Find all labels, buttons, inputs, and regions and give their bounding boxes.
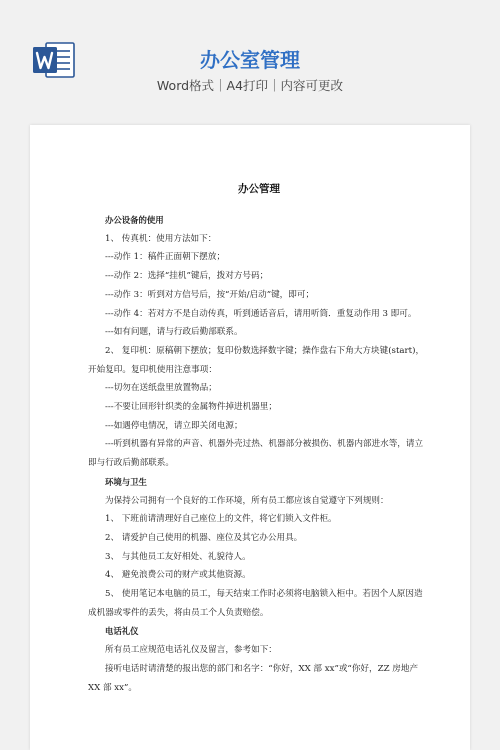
document-body	[88, 211, 430, 697]
paragraph: ---动作 3：听到对方信号后，按“开始/启动”键，即可；	[105, 289, 315, 300]
section-heading: 电话礼仪	[105, 626, 139, 637]
paragraph: ---动作 4：若对方不是自动传真，听到通话音后，请用听筒．重复动作用 3 即可。	[105, 308, 417, 319]
paragraph: ---动作 2：选择“挂机”键后，拨对方号码；	[105, 271, 269, 282]
section-heading: 办公设备的使用	[105, 215, 164, 225]
paragraph: 为保持公司拥有一个良好的工作环境，所有员工都应该自觉遵守下列规则：	[105, 495, 389, 506]
paragraph: ---动作 1：稿件正面朝下摆放；	[105, 252, 226, 263]
page-subtitle: Word格式｜A4打印｜内容可更改	[156, 78, 344, 93]
document-title: 办公管理	[238, 183, 280, 195]
paragraph: ---听到机器有异常的声音、机器外壳过热、机器部分被损伤、机器内部进水等，请立即与行政后勤部联系。	[88, 439, 424, 469]
document-page	[30, 125, 470, 750]
paragraph: 3、 与其他员工友好相处、礼貌待人。	[105, 551, 251, 562]
paragraph: ---切勿在送纸盘里放置物品；	[105, 383, 217, 394]
page-title: 办公室管理	[200, 48, 300, 72]
page-header	[0, 0, 500, 125]
paragraph: ---不要让回形针织类的金属物件掉进机器里；	[105, 402, 277, 413]
section-heading: 环境与卫生	[105, 476, 147, 487]
paragraph: 2、 复印机：原稿朝下摆放；复印份数选择数字键；操作盘右下角大方块键(start)，开始复印。复印机使用注意事项：	[88, 345, 425, 375]
paragraph: 1、 传真机：使用方法如下：	[105, 233, 217, 244]
paragraph: ---如有问题，请与行政后勤部联系。	[105, 327, 243, 338]
paragraph: 2、 请爱护自己使用的机器、座位及其它办公用具。	[105, 532, 303, 543]
paragraph: 接听电话时请清楚的报出您的部门和名字：“你好，XX 部 xx”或“你好，ZZ 房地产 XX 部 xx”。	[88, 663, 419, 693]
paragraph: 所有员工应规范电话礼仪及留言，参考如下：	[105, 645, 277, 656]
paragraph: 1、 下班前请清理好自己座位上的文件，将它们锁入文件柜。	[105, 514, 337, 525]
paragraph: 4、 避免浪费公司的财产或其他资源。	[105, 570, 251, 581]
paragraph: ---如遇停电情况，请立即关闭电源；	[105, 420, 243, 431]
paragraph: 5、 使用笔记本电脑的员工，每天结束工作时必须将电脑锁入柜中。若因个人原因造成机器或零件的丢失，将由员工个人负责赔偿。	[88, 589, 423, 618]
